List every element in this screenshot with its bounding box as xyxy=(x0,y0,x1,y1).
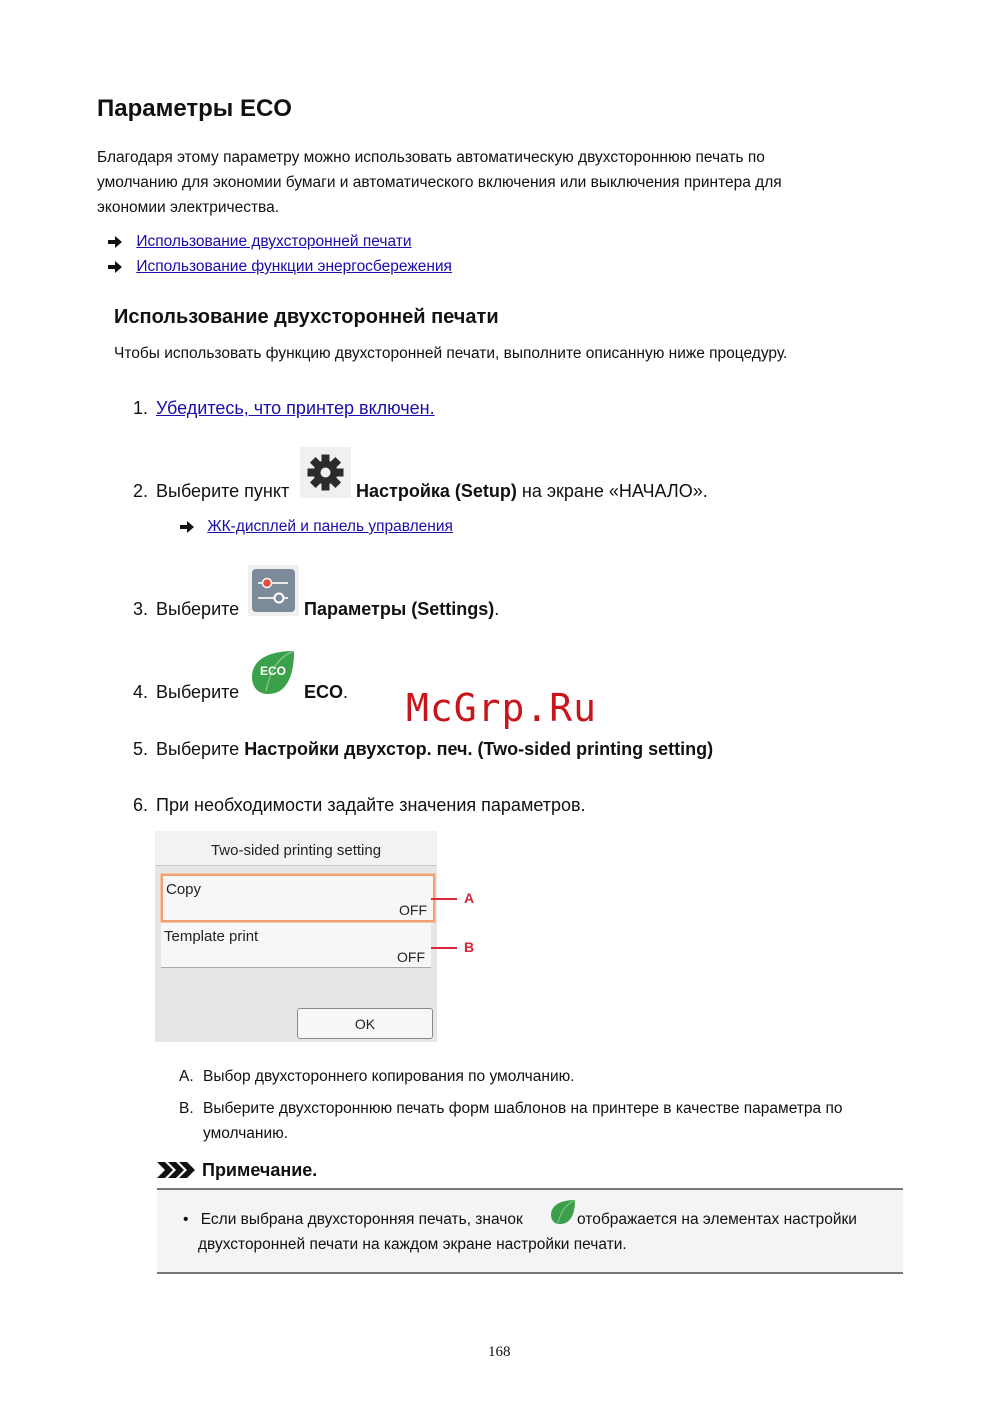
arrow-right-icon xyxy=(180,521,194,533)
step-number: 6. xyxy=(132,795,148,815)
page-title: Параметры ECO xyxy=(97,95,292,122)
step-2-rest xyxy=(356,480,708,502)
step-3-rest xyxy=(304,598,499,620)
step-6 xyxy=(124,794,586,816)
note-text: отображается на элементах настройки xyxy=(577,1211,857,1228)
note-heading: Примечание. xyxy=(202,1160,318,1180)
step-text: Выберите xyxy=(156,739,245,759)
step-5 xyxy=(124,738,713,760)
lcd-row-value: OFF xyxy=(399,902,427,918)
step-option-settings: Параметры (Settings) xyxy=(304,599,495,619)
intro-paragraph xyxy=(97,145,897,220)
step-number: 2. xyxy=(132,481,148,501)
note-chevrons-icon xyxy=(157,1160,197,1185)
leaf-icon xyxy=(549,1198,577,1231)
explanation-letter: B. xyxy=(179,1100,194,1117)
intro-line: умолчанию для экономии бумаги и автоматического включения или выключения принтера для xyxy=(97,174,782,191)
eco-icon-label: ECO xyxy=(259,664,286,678)
note-line-2: двухсторонней печати на каждом экране настройки печати. xyxy=(198,1236,627,1253)
explanation-text: Выбор двухстороннего копирования по умолчанию. xyxy=(203,1068,575,1085)
lcd-title: Two-sided printing setting xyxy=(155,831,437,866)
callout-label-b: B xyxy=(464,939,475,955)
section-description: Чтобы использовать функцию двухсторонней печати, выполните описанную ниже процедуру. xyxy=(114,345,788,362)
link-item xyxy=(108,254,452,279)
lcd-ok-button[interactable]: OK xyxy=(297,1008,433,1039)
step-option-setup: Настройка (Setup) xyxy=(356,481,517,501)
step-3 xyxy=(124,598,239,620)
callout-line-a xyxy=(431,898,457,900)
note-box xyxy=(157,1188,903,1274)
step-text: Выберите xyxy=(156,599,240,619)
lcd-row-label: Copy xyxy=(166,881,202,898)
explanation-b xyxy=(179,1096,842,1146)
step-number: 5. xyxy=(132,739,148,759)
arrow-right-icon xyxy=(108,261,122,273)
lcd-row-copy[interactable] xyxy=(161,874,435,922)
step-4 xyxy=(124,681,239,703)
intro-line: экономии электричества. xyxy=(97,199,280,216)
eco-leaf-icon xyxy=(248,647,299,698)
note-text: Если выбрана двухсторонняя печать, значок xyxy=(200,1211,523,1228)
section-heading: Использование двухсторонней печати xyxy=(114,306,499,328)
page-number: 168 xyxy=(488,1344,511,1360)
step-text: При необходимости задайте значения параметров. xyxy=(156,795,586,815)
step-option-eco: ECO xyxy=(304,682,344,702)
intro-line: Благодаря этому параметру можно использовать автоматическую двухстороннюю печать по xyxy=(97,149,765,166)
bullet: • xyxy=(183,1211,189,1228)
callout-label-a: A xyxy=(464,890,475,906)
link-energy-saving[interactable]: Использование функции энергосбережения xyxy=(136,258,452,275)
step-1 xyxy=(124,397,435,419)
step-2 xyxy=(124,480,289,502)
callout-line-b xyxy=(431,947,457,949)
explanation-a xyxy=(179,1064,575,1089)
explanation-text: Выберите двухстороннюю печать форм шаблонов на принтере в качестве параметра по xyxy=(203,1100,843,1117)
link-lcd-panel[interactable]: ЖК-дисплей и панель управления xyxy=(207,518,453,535)
step-text: . xyxy=(343,682,349,702)
step-text: Выберите пункт xyxy=(156,481,290,501)
watermark: McGrp.Ru xyxy=(406,686,598,730)
note-line-1 xyxy=(183,1207,523,1232)
link-two-sided-printing[interactable]: Использование двухсторонней печати xyxy=(136,233,412,250)
step-text: . xyxy=(494,599,500,619)
link-printer-on[interactable]: Убедитесь, что принтер включен. xyxy=(156,398,435,418)
arrow-right-icon xyxy=(108,236,122,248)
step-4-rest xyxy=(304,681,348,703)
lcd-row-template-print[interactable] xyxy=(161,923,431,968)
step-number: 4. xyxy=(132,682,148,702)
step-number: 1. xyxy=(132,398,148,418)
settings-sliders-icon xyxy=(248,565,299,616)
sub-link-item xyxy=(180,518,453,536)
explanation-text: умолчанию. xyxy=(203,1125,289,1142)
link-list xyxy=(108,229,452,279)
explanation-letter: A. xyxy=(179,1068,194,1085)
lcd-row-label: Template print xyxy=(164,928,259,945)
lcd-row-value: OFF xyxy=(397,949,425,965)
step-number: 3. xyxy=(132,599,148,619)
step-option-two-sided: Настройки двухстор. печ. (Two-sided printing setting) xyxy=(244,739,714,759)
gear-icon xyxy=(300,447,351,498)
link-item xyxy=(108,229,452,254)
step-text: Выберите xyxy=(156,682,240,702)
step-text: на экране «НАЧАЛО». xyxy=(516,481,708,501)
printer-lcd-screen xyxy=(155,831,437,1042)
